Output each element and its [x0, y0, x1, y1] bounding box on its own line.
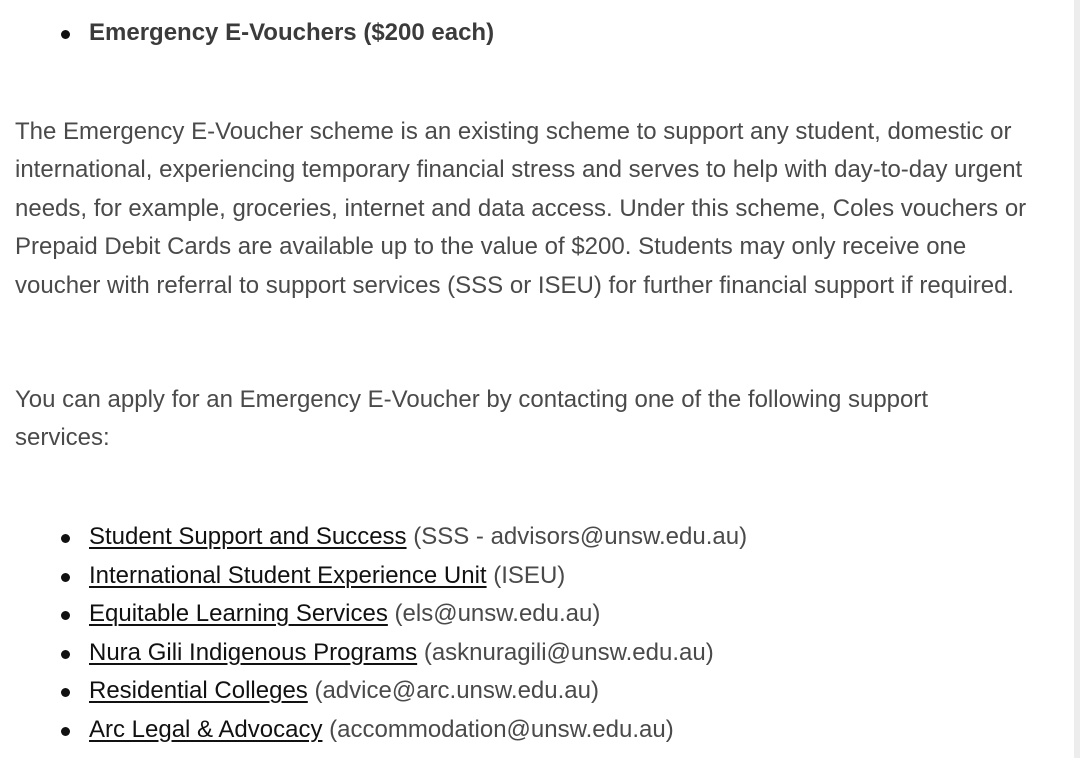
- scrollbar[interactable]: [1074, 0, 1080, 758]
- list-item: [0, 518, 747, 557]
- contact-info: (SSS - advisors@unsw.edu.au): [413, 523, 748, 550]
- section-heading: Emergency E-Vouchers ($200 each): [89, 19, 495, 46]
- link-nura-gili-indigenous-programs[interactable]: Nura Gili Indigenous Programs: [89, 638, 418, 666]
- bullet-icon: [61, 611, 70, 620]
- list-item: [0, 672, 747, 711]
- contact-info: (asknuragili@unsw.edu.au): [423, 638, 714, 666]
- link-equitable-learning-services[interactable]: Equitable Learning Services: [89, 600, 388, 627]
- bullet-icon: [61, 688, 70, 697]
- bullet-icon: [61, 727, 70, 736]
- list-item: [0, 634, 747, 673]
- contact-info: (accommodation@unsw.edu.au): [329, 715, 674, 743]
- link-residential-colleges[interactable]: Residential Colleges: [89, 677, 308, 704]
- bullet-icon: [61, 30, 70, 39]
- intro-paragraph: The Emergency E-Voucher scheme is an existing scheme to support any student, domestic or international, experiencing temporary financial stress and serves to help with day-to-day urgent needs, for example, groceries, internet and data access. Under this scheme, Coles vouchers or Prepaid Debit Cards are available up to the value of $200. Students may only receive one voucher with referral to support services (SSS or ISEU) for further financial support if required.: [15, 118, 1027, 299]
- section-heading-item: [0, 14, 494, 53]
- bullet-icon: [61, 573, 70, 582]
- link-student-support-and-success[interactable]: Student Support and Success: [89, 523, 407, 550]
- list-item: [0, 595, 747, 634]
- support-services-list: [0, 518, 747, 749]
- link-international-student-experience-unit[interactable]: International Student Experience Unit: [89, 561, 487, 589]
- section-heading-list: [0, 14, 494, 53]
- contact-info: (ISEU): [493, 561, 566, 589]
- list-item: [0, 711, 747, 750]
- list-item: [0, 557, 747, 596]
- link-arc-legal-and-advocacy[interactable]: Arc Legal & Advocacy: [89, 715, 323, 743]
- contact-info: (advice@arc.unsw.edu.au): [314, 677, 599, 704]
- bullet-icon: [61, 534, 70, 543]
- bullet-icon: [61, 650, 70, 659]
- apply-paragraph: You can apply for an Emergency E-Voucher by contacting one of the following support services:: [15, 386, 929, 452]
- contact-info: (els@unsw.edu.au): [394, 600, 601, 627]
